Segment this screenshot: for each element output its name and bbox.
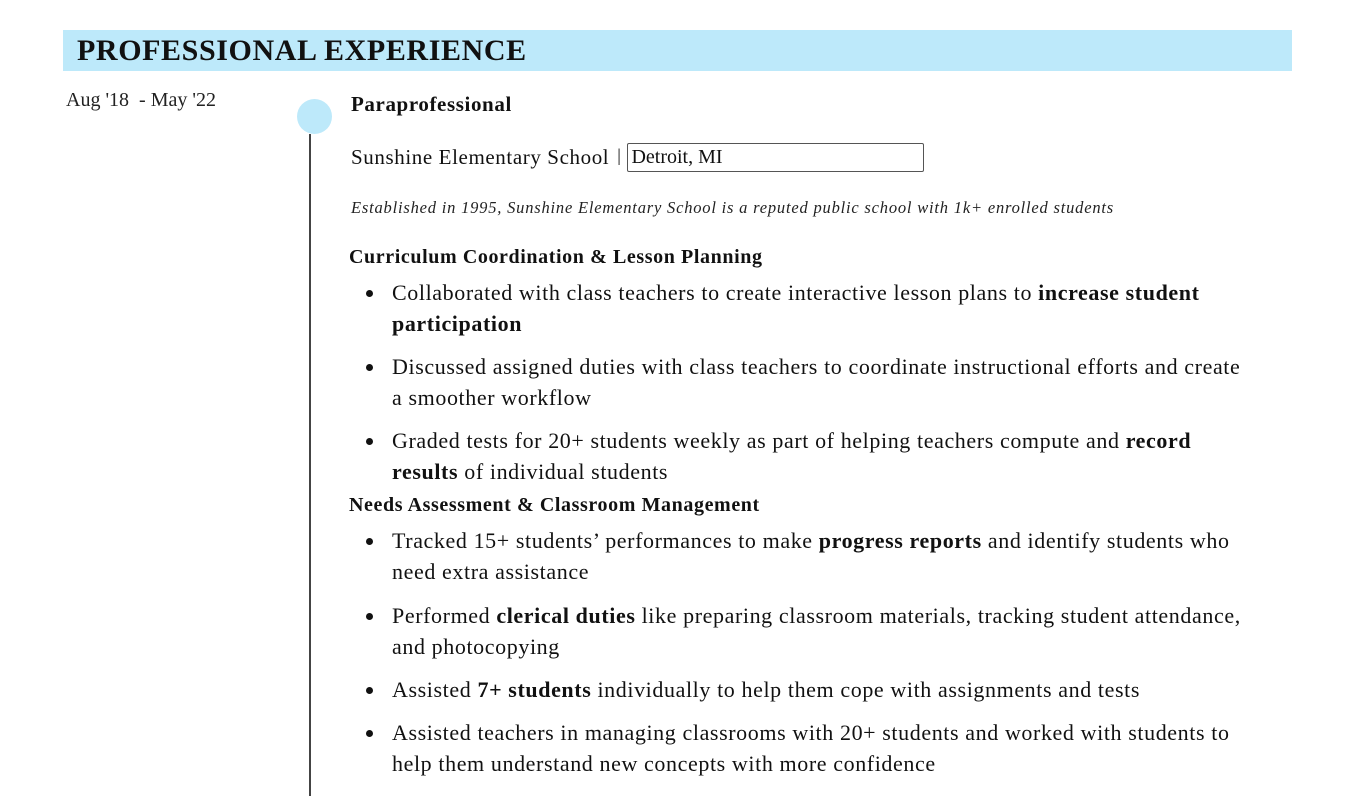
section-header <box>63 30 1292 71</box>
bullet-item: Assisted 7+ students individually to help them cope with assignments and tests <box>392 674 1252 705</box>
timeline-dot <box>297 99 332 134</box>
company-row <box>351 142 924 172</box>
job-title: Paraprofessional <box>351 92 512 116</box>
bullet-item: Performed clerical duties like preparing classroom materials, tracking student attendance, and photocopying <box>392 600 1252 662</box>
bullet-item: Discussed assigned duties with class teachers to coordinate instructional efforts and create a smoother workflow <box>392 351 1252 413</box>
company-description: Established in 1995, Sunshine Elementary School is a reputed public school with 1k+ enrolled students <box>351 198 1115 217</box>
job-date-range: Aug '18 - May '22 <box>66 89 216 111</box>
group-heading-needs-assessment: Needs Assessment & Classroom Management <box>349 494 760 516</box>
bullet-item: Collaborated with class teachers to create interactive lesson plans to increase student participation <box>392 277 1252 339</box>
section-title: PROFESSIONAL EXPERIENCE <box>77 34 527 67</box>
company-location-separator: | <box>617 144 622 165</box>
bullet-item: Graded tests for 20+ students weekly as part of helping teachers compute and record results of individual students <box>392 425 1252 487</box>
group-heading-curriculum: Curriculum Coordination & Lesson Planning <box>349 246 763 268</box>
location-input[interactable] <box>627 143 924 172</box>
bullet-item: Assisted teachers in managing classrooms with 20+ students and worked with students to help them understand new concepts with more confidence <box>392 717 1252 779</box>
timeline-line <box>309 134 311 796</box>
bullet-item: Tracked 15+ students’ performances to make progress reports and identify students who need extra assistance <box>392 525 1252 587</box>
company-name: Sunshine Elementary School <box>351 144 610 169</box>
